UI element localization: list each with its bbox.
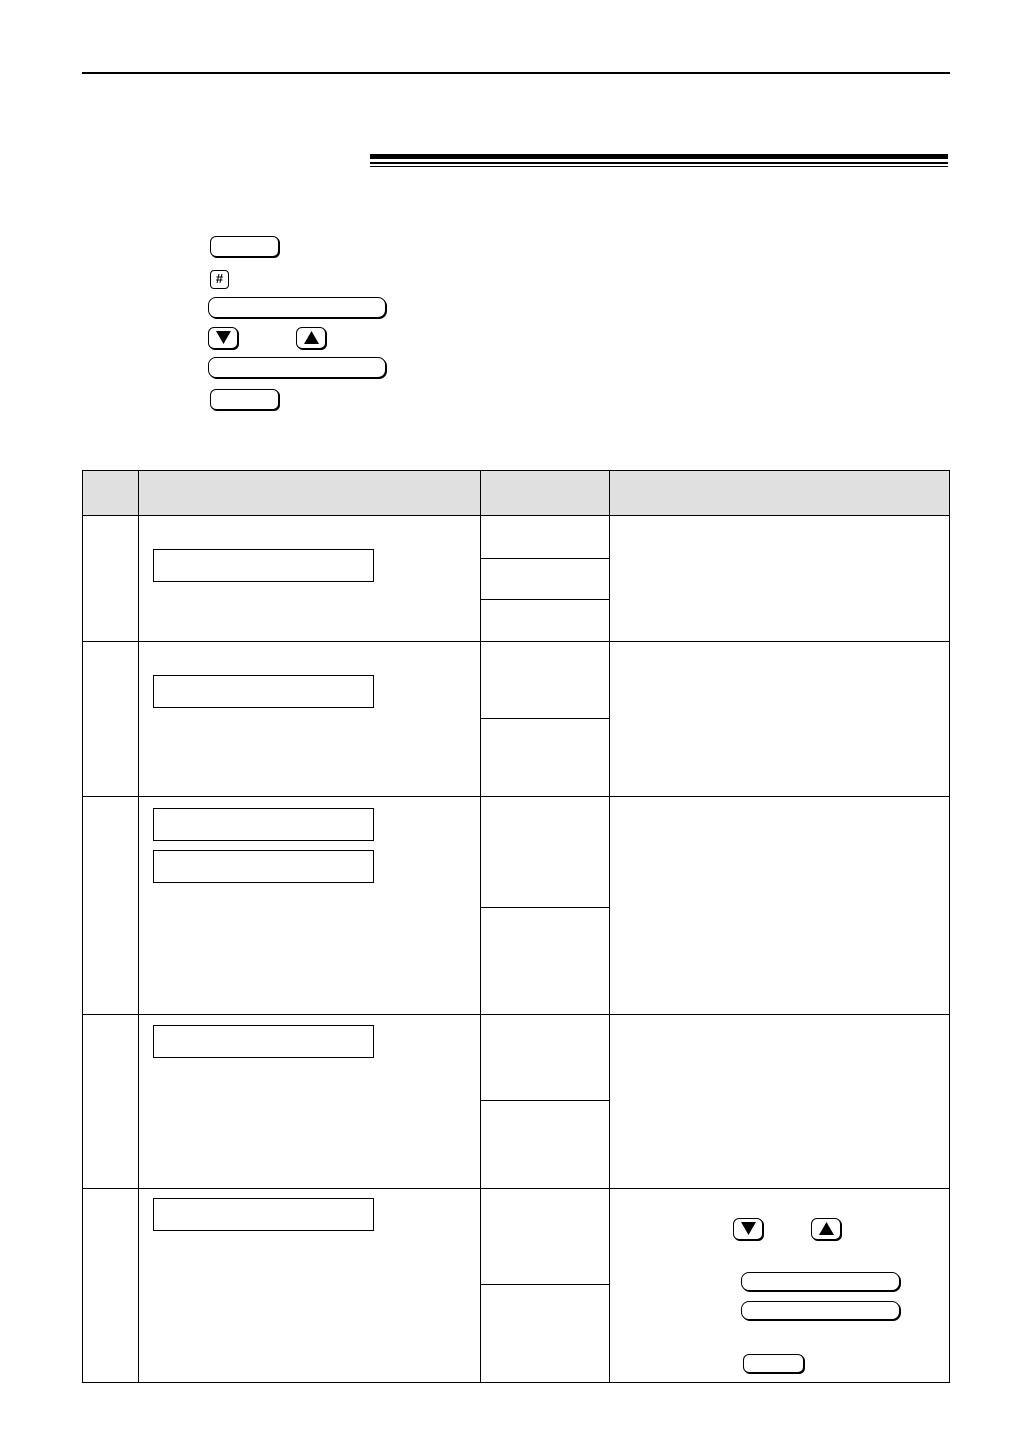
triangle-down-icon [216,331,231,344]
table-header [83,471,949,516]
long-key-2 [741,1301,900,1320]
hash-key: # [210,270,229,289]
header-rule [82,72,950,74]
lcd-display [153,850,374,883]
lcd-display [153,808,374,841]
down-key [208,327,238,349]
features-table [82,470,950,1383]
long-key-1 [741,1272,900,1291]
header-display [139,471,481,516]
lcd-display [153,1025,374,1058]
long-key-1 [208,297,386,318]
up-key [811,1218,841,1240]
lcd-display [153,675,374,708]
lcd-display [153,549,374,582]
long-key-2 [208,357,386,378]
up-key [296,327,326,349]
header-code [83,471,139,516]
menu-key [210,236,279,257]
section-title-bar [370,154,948,168]
lcd-display [153,1198,374,1231]
header-description [610,471,949,516]
set-key [743,1354,804,1373]
triangle-up-icon [819,1222,834,1235]
set-key [210,389,279,410]
down-key [733,1218,763,1240]
triangle-down-icon [741,1222,756,1235]
header-setting [481,471,610,516]
triangle-up-icon [304,331,319,344]
